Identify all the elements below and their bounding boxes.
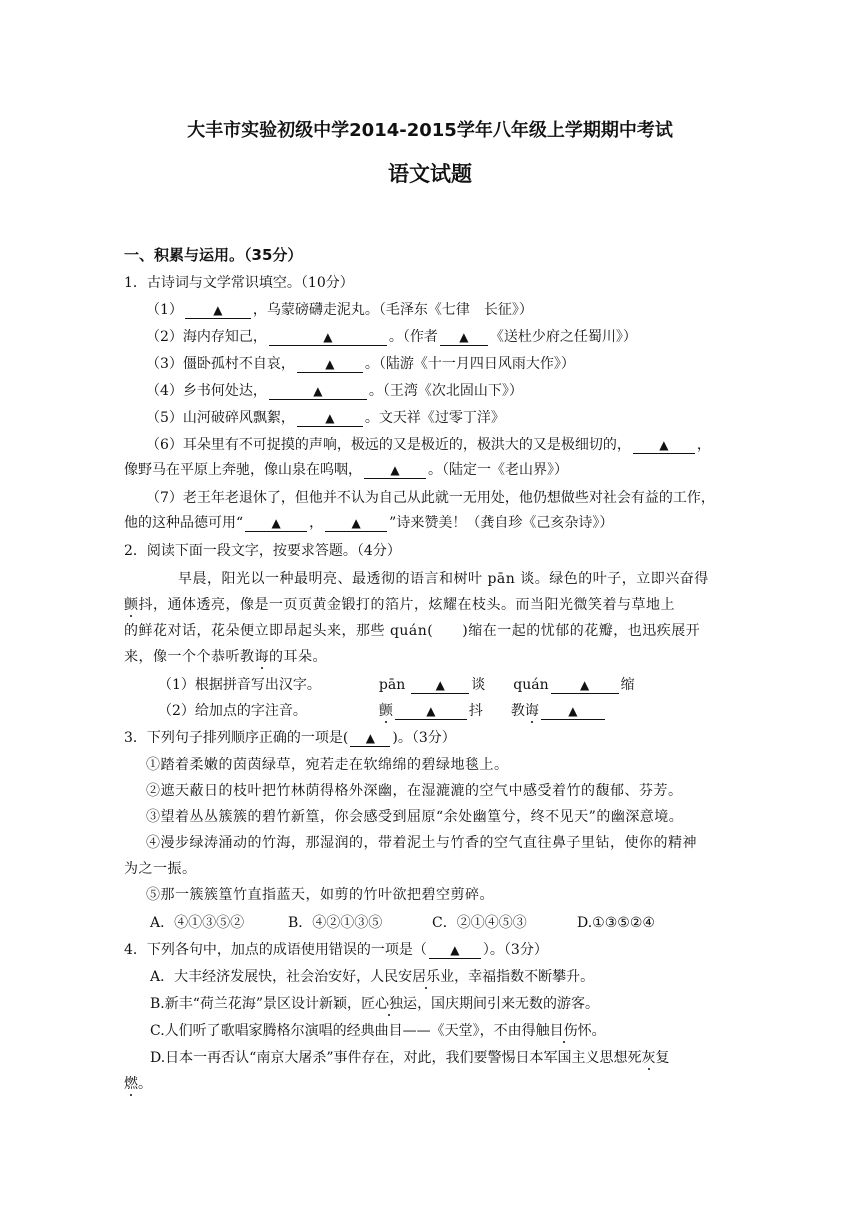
q3-option-3: ③望着丛丛簇簇的碧竹新篁，你会感受到屈原“余处幽篁兮，终不见天”的幽深意境。 [146,809,684,825]
q3-choice-b[interactable]: B．④②①③⑤ [288,915,383,931]
answer-blank[interactable]: ▲ [411,678,469,694]
answer-blank[interactable]: ▲ [429,943,481,959]
answer-blank[interactable]: ▲ [395,704,467,720]
answer-blank[interactable]: ▲ [269,384,367,400]
q2-sub-1: （1）根据拼音写出汉字。 pān ▲ 谈 quán ▲ 缩 [158,677,635,693]
q1-item-2: （2）海内存知己， ▲ 。（作者 ▲ 《送杜少府之任蜀川》） [146,329,637,345]
q1-item-7-line2: 他的这种品德可用“ ▲ ， ▲ ”诗来赞美！（龚自珍《己亥杂诗》） [124,515,614,531]
q2-passage-line1: 早晨，阳光以一种最明亮、最透彻的语言和树叶 pān 谈。绿色的叶子，立即兴奋得 [178,571,709,587]
q3-option-4-line2: 为之一振。 [124,861,197,877]
answer-blank[interactable]: ▲ [297,357,363,373]
answer-blank[interactable]: ▲ [350,731,390,747]
q3-choice-c[interactable]: C．②①④⑤③ [432,915,527,931]
q2-passage-line3: 的鲜花对话，花朵便立即昂起头来，那些 quán( )缩在一起的忧郁的花瓣，也迅疾展开 [124,623,701,639]
answer-blank[interactable]: ▲ [364,463,426,479]
q1-item-7-line1: （7）老王年老退休了，但他并不认为自己从此就一无用处，他仍想做些对社会有益的工作， [146,490,715,506]
q4-option-a[interactable]: A．大丰经济发展快，社会治安好，人民安居乐业，幸福指数不断攀升。 [150,969,595,985]
q1-item-1: （1） ▲ ，乌蒙磅礴走泥丸。（毛泽东《七律 长征》） [146,302,533,318]
answer-blank[interactable]: ▲ [633,438,695,454]
answer-blank[interactable]: ▲ [185,303,251,319]
answer-blank[interactable]: ▲ [440,330,488,346]
answer-blank[interactable]: ▲ [541,704,605,720]
q1-item-6-line2: 像野马在平原上奔驰，像山泉在呜咽， ▲ 。（陆定一《老山界》） [124,462,568,478]
q3-option-2: ②遮天蔽日的枝叶把竹林荫得格外深幽，在湿漉漉的空气中感受着竹的馥郁、芬芳。 [146,783,683,799]
q4-stem: 4．下列各句中，加点的成语使用错误的一项是（ ▲ ）。（3分） [124,942,548,958]
q4-option-d-line1[interactable]: D.日本一再否认“南京大屠杀”事件存在，对此，我们要警惕日本军国主义思想死灰复 [150,1050,670,1066]
q3-choice-a[interactable]: A．④①③⑤② [150,915,245,931]
q2-sub-2: （2）给加点的字注音。 颤 ▲ 抖 教诲 ▲ [158,702,607,720]
exam-title: 大丰市实验初级中学2014-2015学年八年级上学期期中考试 [187,120,673,141]
q2-passage-line2: 颤抖，通体透亮，像是一页页黄金锻打的箔片，炫耀在枝头。而当阳光微笑着与草地上 [124,597,675,613]
q1-item-6-line1: （6）耳朵里有不可捉摸的声响，极远的又是极近的，极洪大的又是极细切的， ▲ ， [146,437,711,453]
answer-blank[interactable]: ▲ [297,411,363,427]
exam-subtitle: 语文试题 [388,162,472,186]
q4-option-b[interactable]: B.新丰“荷兰花海”景区设计新颖，匠心独运，国庆期间引来无数的游客。 [150,996,600,1012]
q4-option-c[interactable]: C.人们听了歌唱家腾格尔演唱的经典曲目——《天堂》，不由得触目伤怀。 [150,1023,606,1039]
q3-option-5: ⑤那一簇簇篁竹直指蓝天，如剪的竹叶欲把碧空剪碎。 [146,887,494,903]
answer-blank[interactable]: ▲ [325,516,387,532]
q3-stem: 3．下列句子排列顺序正确的一项是( ▲ )。（3分） [124,730,456,746]
q1-stem: 1．古诗词与文学常识填空。（10分） [124,275,354,291]
q2-passage-line4: 来，像一个个恭听教诲的耳朵。 [124,649,327,665]
q1-item-5: （5）山河破碎风飘絮， ▲ 。文天祥《过零丁洋》 [146,410,505,426]
q1-item-4: （4）乡书何处达， ▲ 。（王湾《次北固山下》） [146,383,523,399]
q3-option-4-line1: ④漫步绿涛涌动的竹海，那湿润的，带着泥土与竹香的空气直往鼻子里钻，使你的精神 [146,835,697,851]
answer-blank[interactable]: ▲ [551,678,619,694]
q3-option-1: ①踏着柔嫩的茵茵绿草，宛若走在软绵绵的碧绿地毯上。 [146,757,509,773]
answer-blank[interactable]: ▲ [269,330,387,346]
answer-blank[interactable]: ▲ [245,516,307,532]
q1-item-3: （3）僵卧孤村不自哀， ▲ 。（陆游《十一月四日风雨大作》） [146,356,575,372]
q3-choice-d[interactable]: D.①③⑤②④ [577,915,655,931]
q2-stem: 2．阅读下面一段文字，按要求答题。（4分） [124,543,401,559]
section-heading: 一、积累与运用。（35分） [124,246,303,264]
q4-option-d-line2: 燃。 [124,1076,152,1092]
